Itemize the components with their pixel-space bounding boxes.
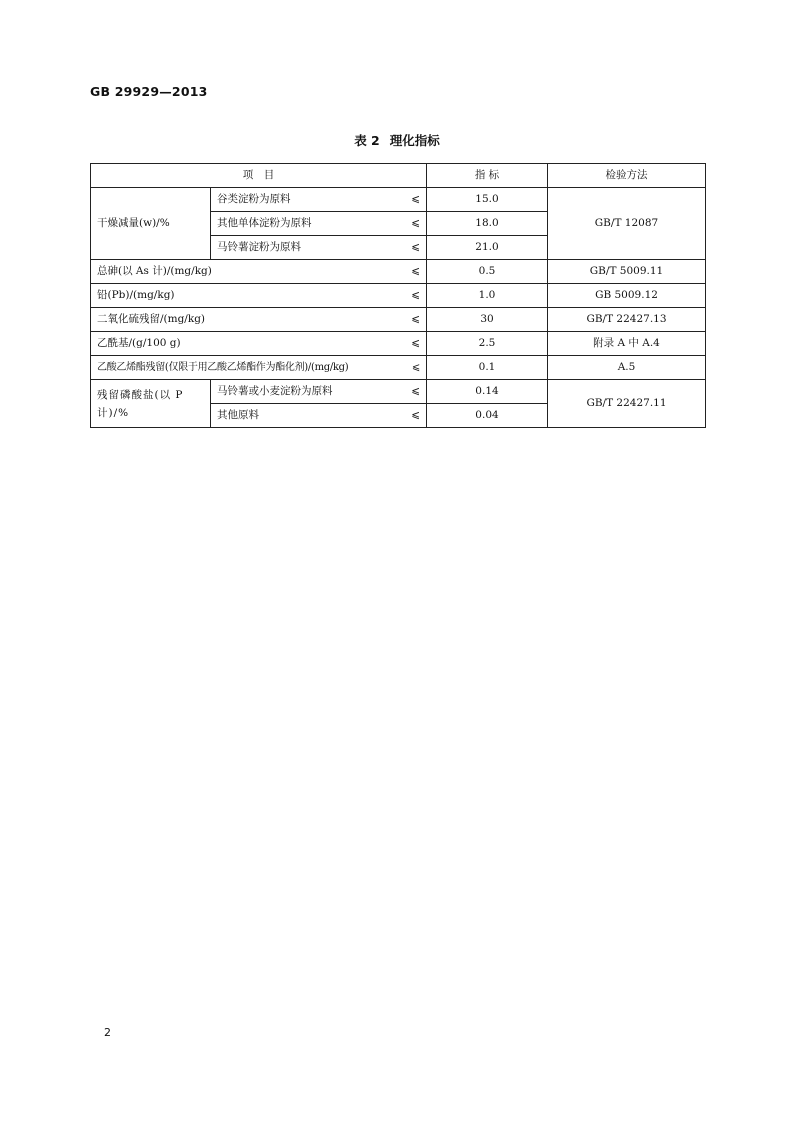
leq-symbol: ⩽ [411, 289, 420, 301]
item-label: 二氧化硫残留/(mg/kg) [97, 313, 206, 325]
leq-symbol: ⩽ [411, 409, 420, 421]
page-number: 2 [104, 1026, 111, 1039]
table-caption [0, 131, 794, 149]
phosphate-label: 残留磷酸盐(以 P 计)/% [91, 380, 211, 428]
value-cell: 15.0 [427, 188, 548, 212]
method-cell: GB/T 5009.11 [548, 260, 706, 284]
table-row [91, 308, 706, 332]
table-row [91, 188, 706, 212]
value-cell: 2.5 [427, 332, 548, 356]
method-cell: GB/T 22427.11 [548, 380, 706, 428]
leq-symbol: ⩽ [411, 313, 420, 325]
item-label: 铅(Pb)/(mg/kg) [97, 289, 175, 301]
method-cell: GB/T 12087 [548, 188, 706, 260]
table-row [91, 284, 706, 308]
col-header-method: 检验方法 [548, 164, 706, 188]
leq-symbol: ⩽ [411, 217, 420, 229]
table-row [91, 356, 706, 380]
item-label: 乙酰基/(g/100 g) [97, 337, 181, 349]
sub-item-label: 马铃薯淀粉为原料 [217, 241, 301, 253]
leq-symbol: ⩽ [411, 385, 420, 397]
sub-item-cell [211, 236, 427, 260]
sub-item-cell [211, 188, 427, 212]
item-cell [91, 308, 427, 332]
table-caption-title: 理化指标 [389, 133, 440, 148]
method-cell: A.5 [548, 356, 706, 380]
table-row [91, 332, 706, 356]
method-cell: 附录 A 中 A.4 [548, 332, 706, 356]
sub-item-label: 其他原料 [217, 409, 259, 421]
leq-symbol: ⩽ [411, 337, 420, 349]
table-header-row [91, 164, 706, 188]
value-cell: 18.0 [427, 212, 548, 236]
sub-item-label: 谷类淀粉为原料 [217, 193, 291, 205]
sub-item-label: 马铃薯或小麦淀粉为原料 [217, 385, 333, 397]
sub-item-cell [211, 212, 427, 236]
value-cell: 0.1 [427, 356, 548, 380]
leq-symbol: ⩽ [411, 362, 420, 373]
leq-symbol: ⩽ [411, 241, 420, 253]
value-cell: 0.14 [427, 380, 548, 404]
value-cell: 0.5 [427, 260, 548, 284]
item-cell [91, 356, 427, 380]
col-header-item: 项 目 [91, 164, 427, 188]
table-caption-number: 表 2 [354, 133, 380, 148]
item-cell [91, 284, 427, 308]
sub-item-cell [211, 380, 427, 404]
sub-item-label: 其他单体淀粉为原料 [217, 217, 312, 229]
item-cell [91, 260, 427, 284]
sub-item-cell [211, 404, 427, 428]
method-cell: GB/T 22427.13 [548, 308, 706, 332]
table-row [91, 260, 706, 284]
drying-loss-label: 干燥减量(w)/% [91, 188, 211, 260]
item-label: 乙酸乙烯酯残留(仅限于用乙酸乙烯酯作为酯化剂)/(mg/kg) [97, 362, 349, 373]
value-cell: 0.04 [427, 404, 548, 428]
item-label: 总砷(以 As 计)/(mg/kg) [97, 265, 212, 277]
table-row [91, 380, 706, 404]
value-cell: 30 [427, 308, 548, 332]
leq-symbol: ⩽ [411, 265, 420, 277]
standard-code: GB 29929—2013 [90, 84, 208, 99]
method-cell: GB 5009.12 [548, 284, 706, 308]
item-cell [91, 332, 427, 356]
physicochemical-table [90, 163, 706, 428]
value-cell: 21.0 [427, 236, 548, 260]
leq-symbol: ⩽ [411, 193, 420, 205]
col-header-index: 指 标 [427, 164, 548, 188]
value-cell: 1.0 [427, 284, 548, 308]
